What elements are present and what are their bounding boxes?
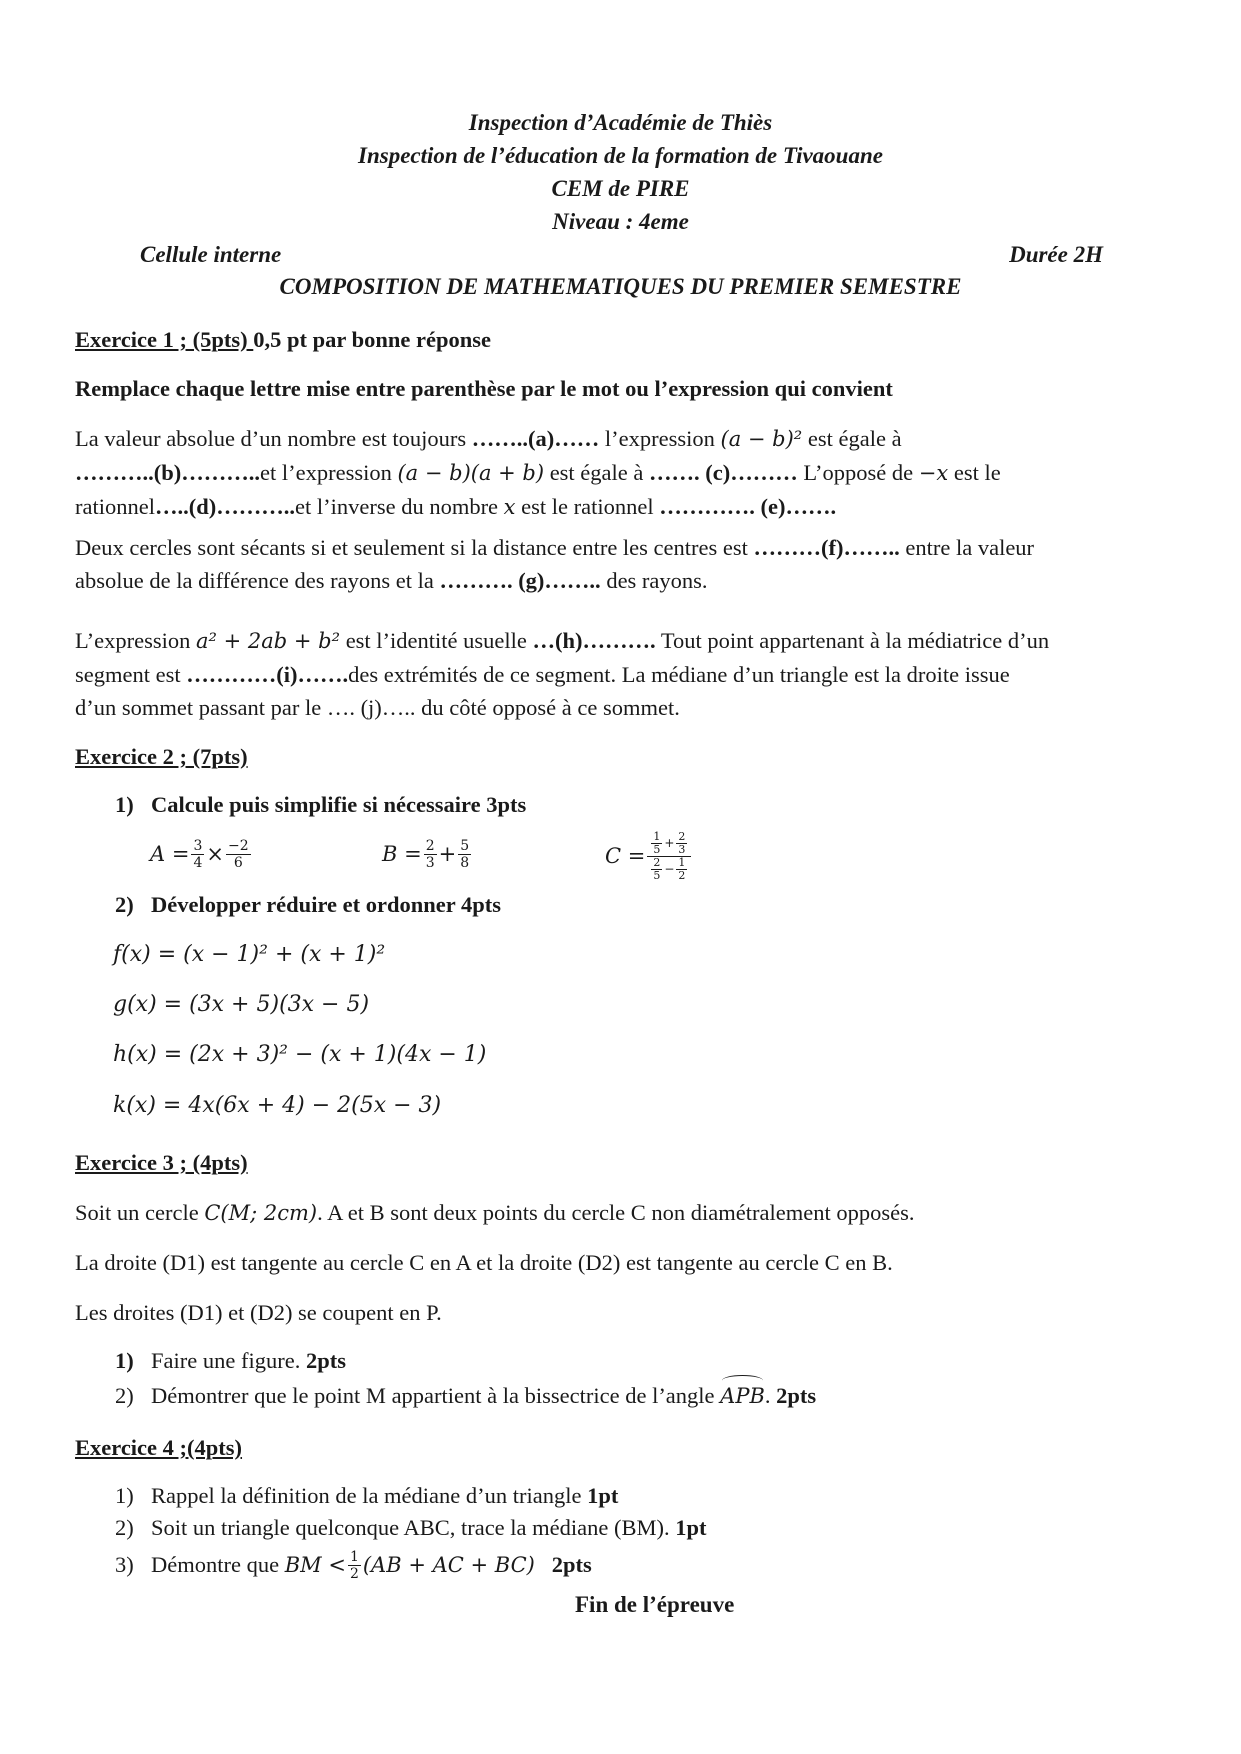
text: Deux cercles sont sécants si et seulement si la distance entre les centres est xyxy=(75,535,754,560)
text: entre la valeur xyxy=(899,535,1035,560)
fraction xyxy=(191,838,204,871)
operator: + xyxy=(438,842,457,866)
ex1-heading: Exercice 1 ; (5pts) xyxy=(75,327,254,352)
text: est l’identité usuelle xyxy=(340,628,533,653)
ex1-paragraph-2 xyxy=(75,531,1165,597)
blank-b: ………..(b)……….. xyxy=(75,460,260,485)
header-school: CEM de PIRE xyxy=(551,176,690,201)
text: Faire une figure. xyxy=(151,1348,306,1373)
ex2-question-2 xyxy=(115,890,501,920)
expression-C xyxy=(605,826,693,886)
text: . A et B sont deux points du cercle C non diamétralement opposés. xyxy=(317,1200,915,1225)
points: 1pt xyxy=(587,1483,619,1508)
numerator: 2 xyxy=(425,837,435,854)
denominator: 4 xyxy=(193,854,203,871)
fraction xyxy=(424,838,437,871)
fraction-one-half xyxy=(348,1549,361,1582)
function-f: f(x) = (x − 1)² + (x + 1)² xyxy=(113,942,386,967)
expr-x: x xyxy=(503,495,516,519)
text: est le xyxy=(948,460,1001,485)
operator: + xyxy=(664,835,675,850)
inequality-rhs: (AB + AC + BC) xyxy=(362,1553,535,1577)
expr-ab-squared: (a − b)² xyxy=(720,427,803,451)
compound-denominator xyxy=(647,857,691,882)
text: L’expression xyxy=(75,628,197,653)
expr-ab-product: (a − b)(a + b) xyxy=(397,461,545,485)
numerator: 1 xyxy=(653,829,661,843)
fraction xyxy=(226,838,251,871)
ex4-heading: Exercice 4 ;(4pts) xyxy=(75,1435,243,1460)
ex4-question-1 xyxy=(115,1481,618,1511)
number: 2) xyxy=(115,1383,134,1408)
text: est égale à xyxy=(544,460,650,485)
ex3-paragraph-3: Les droites (D1) et (D2) se coupent en P. xyxy=(75,1300,442,1325)
ex3-heading: Exercice 3 ; (4pts) xyxy=(75,1150,248,1175)
numerator: 2 xyxy=(653,855,661,869)
denominator: 8 xyxy=(460,854,470,871)
angle-apb: APB xyxy=(720,1381,765,1411)
denominator: 2 xyxy=(678,868,686,882)
header-duration: Durée 2H xyxy=(1009,242,1103,267)
fraction xyxy=(651,857,662,882)
text: absolue de la différence des rayons et la xyxy=(75,568,440,593)
fraction xyxy=(676,831,687,856)
fraction xyxy=(458,838,471,871)
lhs: B = xyxy=(382,842,422,866)
text: Calcule puis simplifie si nécessaire 3pts xyxy=(151,792,527,817)
points: 2pts xyxy=(776,1383,817,1408)
text: et l’inverse du nombre xyxy=(294,494,504,519)
text: . xyxy=(764,1383,777,1408)
lhs: A = xyxy=(150,842,190,866)
blank-i: …………(i)……. xyxy=(186,662,349,687)
exam-title: COMPOSITION DE MATHEMATIQUES DU PREMIER SEMESTRE xyxy=(279,274,962,299)
ex4-question-3 xyxy=(115,1547,592,1583)
blank-f: ………(f)…….. xyxy=(753,535,900,560)
number: 1) xyxy=(115,792,134,817)
numerator: −2 xyxy=(227,837,249,854)
ex1-paragraph-1 xyxy=(75,422,1165,524)
blank-a: ……..(a)…… xyxy=(471,426,600,451)
text: d’un sommet passant par le …. (j)….. du côté opposé à ce sommet. xyxy=(75,695,680,720)
numerator: 1 xyxy=(349,1548,359,1565)
ex4-question-2 xyxy=(115,1513,707,1543)
ex3-question-1 xyxy=(115,1346,346,1376)
blank-c: ……. (c)……… xyxy=(649,460,798,485)
end-of-exam: Fin de l’épreuve xyxy=(575,1592,735,1617)
function-g: g(x) = (3x + 5)(3x − 5) xyxy=(113,992,370,1017)
function-h: h(x) = (2x + 3)² − (x + 1)(4x − 1) xyxy=(113,1042,487,1067)
numerator: 1 xyxy=(678,855,686,869)
blank-d: …..(d)……….. xyxy=(154,494,295,519)
number: 2) xyxy=(115,892,134,917)
text: l’expression xyxy=(599,426,721,451)
ex2-heading: Exercice 2 ; (7pts) xyxy=(75,744,248,769)
lhs: C = xyxy=(605,844,646,868)
inequality-lhs: BM < xyxy=(284,1553,346,1577)
number: 2) xyxy=(115,1515,134,1540)
circle-notation: C(M; 2cm) xyxy=(204,1201,318,1225)
ex3-paragraph-1 xyxy=(75,1196,1165,1230)
text: des rayons. xyxy=(600,568,708,593)
ex1-heading-line xyxy=(75,323,1165,356)
header-academy: Inspection d’Académie de Thiès xyxy=(468,110,773,135)
blank-h: …(h)………. xyxy=(532,628,656,653)
text: L’opposé de xyxy=(797,460,919,485)
number: 1) xyxy=(115,1483,134,1508)
blank-g: ………. (g)…….. xyxy=(439,568,601,593)
ex3-question-2 xyxy=(115,1381,816,1411)
denominator: 6 xyxy=(233,854,243,871)
text: et l’expression xyxy=(260,460,398,485)
text: Démontrer que le point M appartient à la bissectrice de l’angle xyxy=(151,1383,721,1408)
text: est le rationnel xyxy=(515,494,660,519)
numerator: 3 xyxy=(193,837,203,854)
header-level: Niveau : 4eme xyxy=(552,209,689,234)
function-k: k(x) = 4x(6x + 4) − 2(5x − 3) xyxy=(113,1093,442,1118)
text: des extrémités de ce segment. La médiane d’un triangle est la droite issue xyxy=(348,662,1010,687)
ex3-paragraph-2: La droite (D1) est tangente au cercle C en A et la droite (D2) est tangente au cercle C en B. xyxy=(75,1250,893,1275)
fraction xyxy=(676,857,687,882)
ex2-question-1 xyxy=(115,790,526,820)
text: Démontre que xyxy=(151,1552,280,1577)
ex1-instruction: Remplace chaque lettre mise entre parenthèse par le mot ou l’expression qui convient xyxy=(75,376,893,401)
header-cell: Cellule interne xyxy=(140,242,282,267)
points: 2pts xyxy=(551,1552,592,1577)
numerator: 2 xyxy=(678,829,686,843)
blank-e: …………. (e)……. xyxy=(659,494,837,519)
operator: − xyxy=(664,861,675,876)
text: est égale à xyxy=(802,426,902,451)
numerator: 5 xyxy=(460,837,470,854)
denominator: 5 xyxy=(653,868,661,882)
text: Développer réduire et ordonner 4pts xyxy=(151,892,501,917)
denominator: 3 xyxy=(678,842,686,856)
number: 3) xyxy=(115,1552,134,1577)
ex1-points: 0,5 pt par bonne réponse xyxy=(253,327,492,352)
text: Soit un cercle xyxy=(75,1200,205,1225)
denominator: 5 xyxy=(653,842,661,856)
points: 1pt xyxy=(675,1515,707,1540)
compound-fraction xyxy=(647,831,691,882)
ex1-paragraph-3 xyxy=(75,624,1165,724)
compound-numerator xyxy=(647,831,691,857)
number: 1) xyxy=(115,1348,134,1373)
text: La valeur absolue d’un nombre est toujours xyxy=(75,426,472,451)
expr-neg-x: −x xyxy=(918,461,949,485)
text: Tout point appartenant à la médiatrice d’un xyxy=(655,628,1050,653)
header-inspection: Inspection de l’éducation de la formation de Tivaouane xyxy=(358,143,883,168)
fraction xyxy=(651,831,662,856)
expr-square-identity: a² + 2ab + b² xyxy=(196,629,341,653)
operator: × xyxy=(206,842,224,866)
text: Soit un triangle quelconque ABC, trace la médiane (BM). xyxy=(151,1515,676,1540)
text: rationnel xyxy=(75,494,155,519)
denominator: 2 xyxy=(349,1565,359,1582)
points: 2pts xyxy=(305,1348,346,1373)
expression-A xyxy=(150,830,253,878)
text: segment est xyxy=(75,662,187,687)
text: Rappel la définition de la médiane d’un triangle xyxy=(151,1483,588,1508)
expression-B xyxy=(382,830,473,878)
denominator: 3 xyxy=(425,854,435,871)
